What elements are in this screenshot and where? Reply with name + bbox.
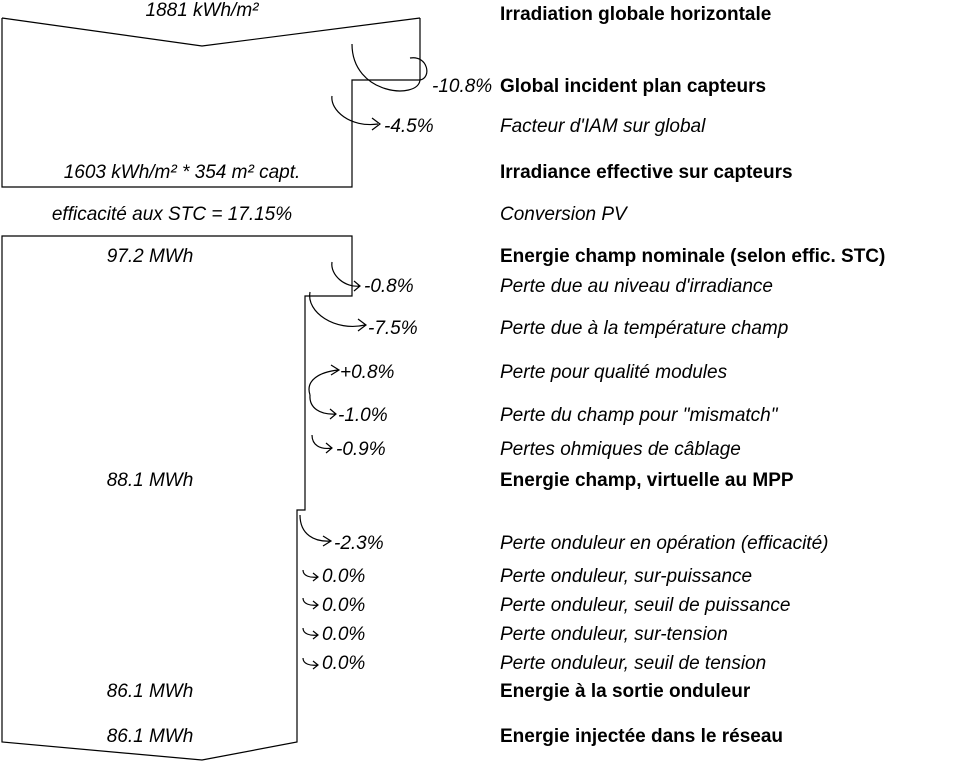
loss-arrow-inv-overvoltage [303, 628, 318, 639]
label-iam-factor: Facteur d'IAM sur global [500, 116, 706, 137]
loss-arrow-inv-voltage-threshold [303, 658, 318, 669]
label-virtual-mpp: Energie champ, virtuelle au MPP [500, 470, 794, 491]
loss-module-quality: +0.8% [340, 362, 395, 383]
loss-irradiance-level: -0.8% [364, 276, 414, 297]
loss-arrow-inv-overpower [303, 570, 318, 581]
inverter-out-value: 86.1 MWh [106, 681, 194, 702]
irradiation-value: 1881 kWh/m² [145, 0, 259, 21]
loss-arrow-inv-operation [300, 515, 331, 546]
loss-arrow-quality [309, 365, 339, 395]
loss-mismatch: -1.0% [338, 405, 388, 426]
grid-value: 86.1 MWh [106, 726, 194, 747]
label-pv-conversion: Conversion PV [500, 204, 627, 225]
loss-inv-overpower: 0.0% [322, 566, 366, 587]
loss-arrow-mismatch [310, 395, 336, 419]
label-loss-mismatch: Perte du champ pour "mismatch" [500, 405, 778, 426]
label-inv-operation: Perte onduleur en opération (efficacité) [500, 533, 829, 554]
label-inv-power-threshold: Perte onduleur, seuil de puissance [500, 595, 791, 616]
loss-incident: -10.8% [432, 76, 493, 97]
loss-temperature: -7.5% [368, 318, 418, 339]
loss-arrow-ohmic [312, 435, 332, 453]
label-loss-ohmic: Pertes ohmiques de câblage [500, 439, 741, 460]
loss-inv-voltage-threshold: 0.0% [322, 653, 366, 674]
loss-inv-power-threshold: 0.0% [322, 595, 366, 616]
label-global-horizontal: Irradiation globale horizontale [500, 4, 772, 25]
label-loss-quality: Perte pour qualité modules [500, 362, 728, 383]
label-inv-overvoltage: Perte onduleur, sur-tension [500, 624, 728, 645]
loss-inv-overvoltage: 0.0% [322, 624, 366, 645]
mpp-value: 88.1 MWh [106, 470, 194, 491]
loss-arrow-inv-power-threshold [303, 598, 318, 609]
label-inverter-output: Energie à la sortie onduleur [500, 681, 751, 702]
loss-iam: -4.5% [384, 116, 434, 137]
loss-arrow-temperature [310, 292, 366, 331]
label-loss-irradiance: Perte due au niveau d'irradiance [500, 276, 773, 297]
label-inv-voltage-threshold: Perte onduleur, seuil de tension [500, 653, 767, 674]
loss-arrow-irradiance [332, 262, 360, 291]
loss-arrow-iam [332, 96, 380, 130]
loss-arrow-incident [352, 44, 427, 91]
effective-value: 1603 kWh/m² * 354 m² capt. [63, 162, 301, 183]
loss-inv-operation: -2.3% [334, 533, 384, 554]
label-nominal-energy: Energie champ nominale (selon effic. STC) [500, 246, 886, 267]
nominal-value: 97.2 MWh [106, 246, 194, 267]
label-loss-temperature: Perte due à la température champ [500, 318, 789, 339]
label-inv-overpower: Perte onduleur, sur-puissance [500, 566, 753, 587]
loss-ohmic: -0.9% [336, 439, 386, 460]
efficiency-value: efficacité aux STC = 17.15% [51, 204, 293, 225]
label-effective-irradiance: Irradiance effective sur capteurs [500, 162, 793, 183]
label-global-incident: Global incident plan capteurs [500, 76, 767, 97]
label-grid-injection: Energie injectée dans le réseau [500, 726, 784, 747]
